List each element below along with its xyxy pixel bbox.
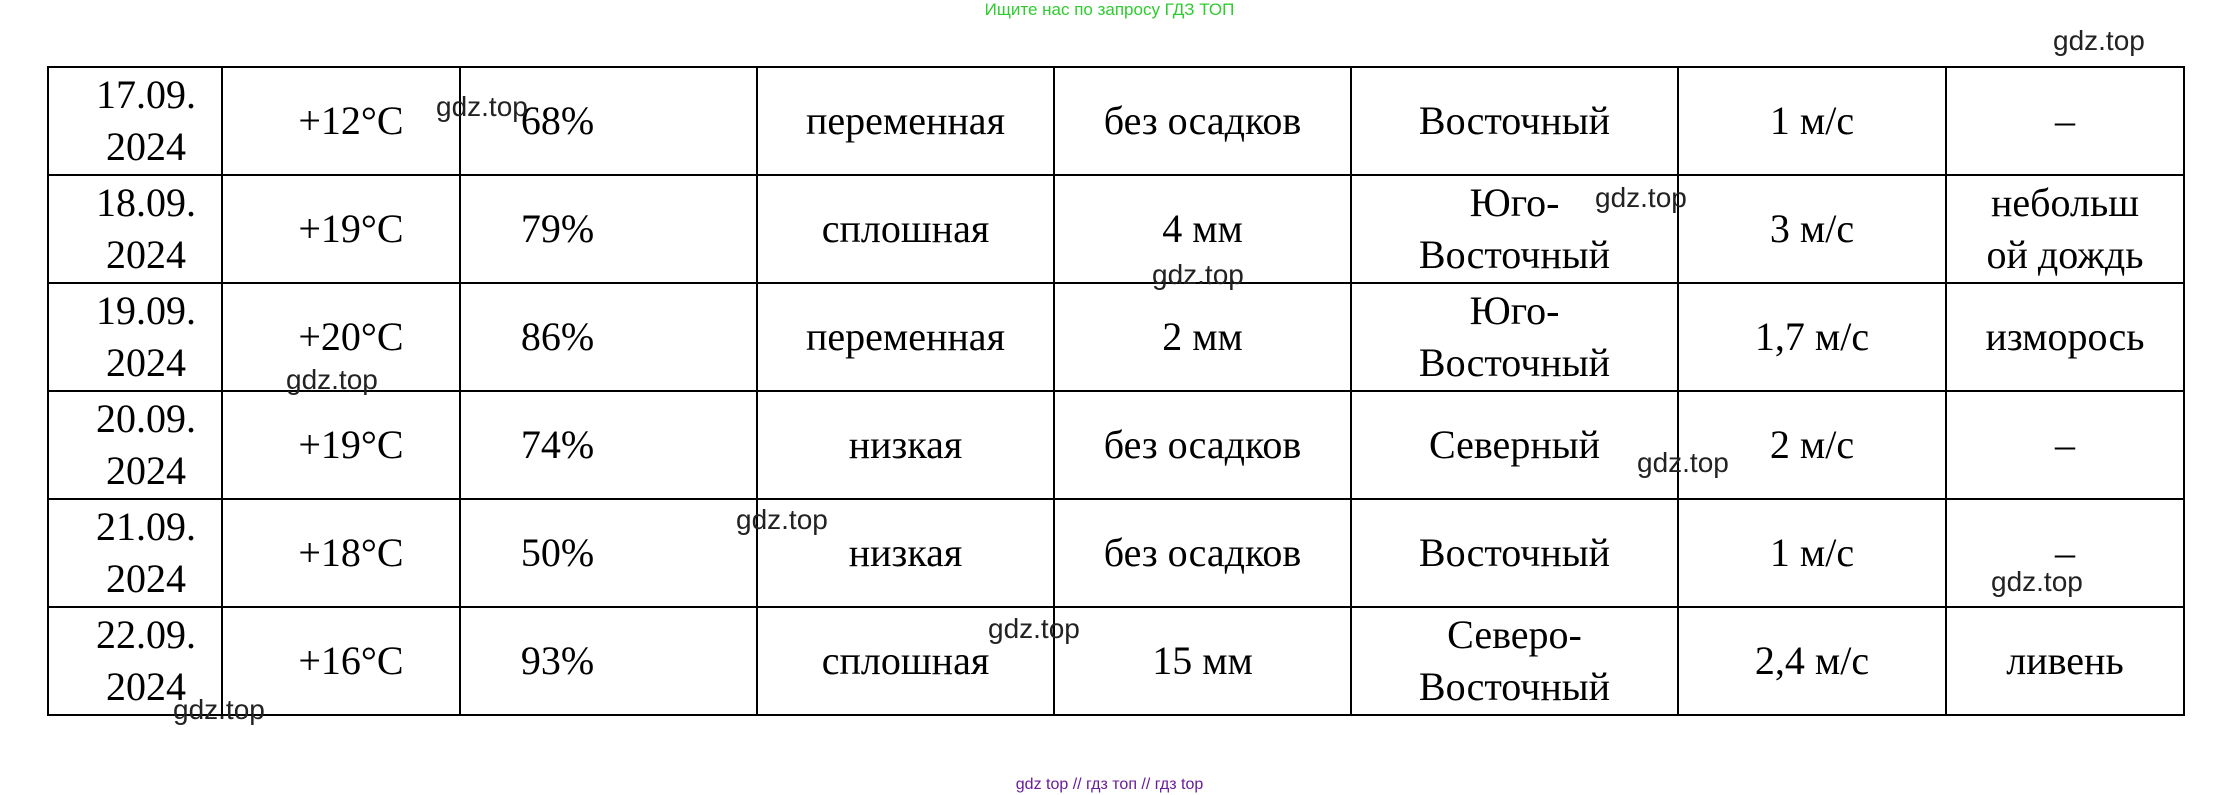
wind-direction-cell-text: Северо- [1447, 612, 1582, 657]
wind-speed-cell-text: 1,7 м/с [1754, 314, 1870, 359]
date-cell-text: 22.09. [96, 612, 196, 657]
wind-direction-cell [1351, 499, 1678, 607]
wind-direction-cell-text: Юго- [1469, 180, 1560, 225]
top-banner: Ищите нас по запросу ГДЗ ТОП [984, 0, 1235, 19]
cloudiness-cell [757, 283, 1054, 391]
wind-speed-cell [1678, 607, 1946, 715]
table-row [48, 67, 2184, 175]
cloudiness-cell-text: переменная [806, 98, 1005, 143]
precipitation-cell-text: без осадков [1103, 530, 1302, 575]
wind-direction-cell-text: Восточный [1418, 340, 1611, 385]
wind-direction-cell [1351, 607, 1678, 715]
table-row [48, 499, 2184, 607]
wind-speed-cell-text: 2,4 м/с [1754, 638, 1870, 683]
phenomena-cell-text: небольш [1991, 180, 2139, 225]
date-cell-text: 2024 [106, 664, 186, 709]
cloudiness-cell-text: низкая [848, 530, 963, 575]
humidity-cell [460, 499, 757, 607]
date-cell-text: 17.09. [96, 72, 196, 117]
wind-speed-cell [1678, 67, 1946, 175]
date-cell-text: 20.09. [96, 396, 196, 441]
phenomena-cell [1946, 391, 2184, 499]
watermark: gdz.top [1152, 259, 1244, 290]
phenomena-cell-text: – [2055, 422, 2075, 467]
humidity-cell [460, 175, 757, 283]
wind-speed-cell-text: 3 м/с [1769, 206, 1855, 251]
phenomena-cell-text: – [2055, 530, 2075, 575]
cloudiness-cell [757, 67, 1054, 175]
date-cell [48, 391, 222, 499]
humidity-cell [460, 391, 757, 499]
humidity-cell-text: 74% [520, 422, 595, 467]
humidity-cell-text: 93% [520, 638, 595, 683]
phenomena-cell [1946, 607, 2184, 715]
temperature-cell [222, 175, 460, 283]
wind-speed-cell [1678, 391, 1946, 499]
watermark: gdz.top [736, 504, 828, 535]
wind-direction-cell-text: Восточный [1418, 664, 1611, 709]
precipitation-cell [1054, 499, 1351, 607]
table-row [48, 175, 2184, 283]
precipitation-cell-text: без осадков [1103, 98, 1302, 143]
watermark: gdz.top [173, 694, 265, 725]
precipitation-cell [1054, 391, 1351, 499]
temperature-cell-text: +16°C [298, 638, 404, 683]
date-cell-text: 2024 [106, 556, 186, 601]
wind-speed-cell-text: 1 м/с [1769, 530, 1855, 575]
wind-direction-cell [1351, 283, 1678, 391]
wind-direction-cell-text: Восточный [1418, 530, 1611, 575]
date-cell [48, 283, 222, 391]
watermark: gdz.top [988, 613, 1080, 644]
temperature-cell [222, 499, 460, 607]
temperature-cell-text: +19°C [298, 206, 404, 251]
date-cell-text: 19.09. [96, 288, 196, 333]
wind-speed-cell [1678, 175, 1946, 283]
temperature-cell-text: +19°C [298, 422, 404, 467]
wind-direction-cell [1351, 67, 1678, 175]
date-cell-text: 21.09. [96, 504, 196, 549]
humidity-cell-text: 50% [520, 530, 595, 575]
temperature-cell [222, 67, 460, 175]
temperature-cell-text: +12°C [298, 98, 404, 143]
watermark: gdz.top [1991, 566, 2083, 597]
wind-direction-cell-text: Восточный [1418, 232, 1611, 277]
humidity-cell-text: 79% [520, 206, 595, 251]
watermark: gdz.top [1637, 447, 1729, 478]
humidity-cell [460, 283, 757, 391]
precipitation-cell-text: без осадков [1103, 422, 1302, 467]
date-cell [48, 67, 222, 175]
phenomena-cell [1946, 283, 2184, 391]
date-cell [48, 175, 222, 283]
watermark: gdz.top [436, 91, 528, 122]
wind-direction-cell-text: Восточный [1418, 98, 1611, 143]
phenomena-cell-text: – [2055, 98, 2075, 143]
phenomena-cell-text: ой дождь [1986, 232, 2144, 277]
cloudiness-cell-text: переменная [806, 314, 1005, 359]
table-row [48, 391, 2184, 499]
date-cell-text: 2024 [106, 448, 186, 493]
phenomena-cell [1946, 175, 2184, 283]
humidity-cell-text: 86% [520, 314, 595, 359]
precipitation-cell [1054, 607, 1351, 715]
date-cell-text: 2024 [106, 124, 186, 169]
wind-speed-cell-text: 2 м/с [1769, 422, 1855, 467]
cloudiness-cell-text: сплошная [821, 206, 990, 251]
date-cell-text: 18.09. [96, 180, 196, 225]
temperature-cell [222, 391, 460, 499]
precipitation-cell-text: 4 мм [1162, 206, 1243, 251]
watermark: gdz.top [286, 364, 378, 395]
wind-speed-cell [1678, 283, 1946, 391]
wind-direction-cell-text: Юго- [1469, 288, 1560, 333]
precipitation-cell [1054, 283, 1351, 391]
wind-speed-cell-text: 1 м/с [1769, 98, 1855, 143]
phenomena-cell [1946, 67, 2184, 175]
phenomena-cell-text: ливень [2006, 638, 2124, 683]
date-cell [48, 499, 222, 607]
cloudiness-cell [757, 175, 1054, 283]
wind-direction-cell-text: Северный [1428, 422, 1600, 467]
table-row [48, 607, 2184, 715]
cloudiness-cell [757, 391, 1054, 499]
cloudiness-cell-text: низкая [848, 422, 963, 467]
date-cell-text: 2024 [106, 340, 186, 385]
precipitation-cell [1054, 67, 1351, 175]
wind-speed-cell [1678, 499, 1946, 607]
date-cell-text: 2024 [106, 232, 186, 277]
precipitation-cell-text: 2 мм [1162, 314, 1243, 359]
precipitation-cell-text: 15 мм [1152, 638, 1253, 683]
watermark: gdz.top [2053, 25, 2145, 56]
cloudiness-cell-text: сплошная [821, 638, 990, 683]
watermark: gdz.top [1595, 182, 1687, 213]
wind-direction-cell [1351, 391, 1678, 499]
bottom-banner: gdz top // гдз топ // гдз top [1015, 776, 1204, 793]
humidity-cell-text: 68% [520, 98, 595, 143]
humidity-cell [460, 607, 757, 715]
temperature-cell-text: +18°C [298, 530, 404, 575]
temperature-cell-text: +20°C [298, 314, 404, 359]
phenomena-cell-text: изморось [1985, 314, 2145, 359]
